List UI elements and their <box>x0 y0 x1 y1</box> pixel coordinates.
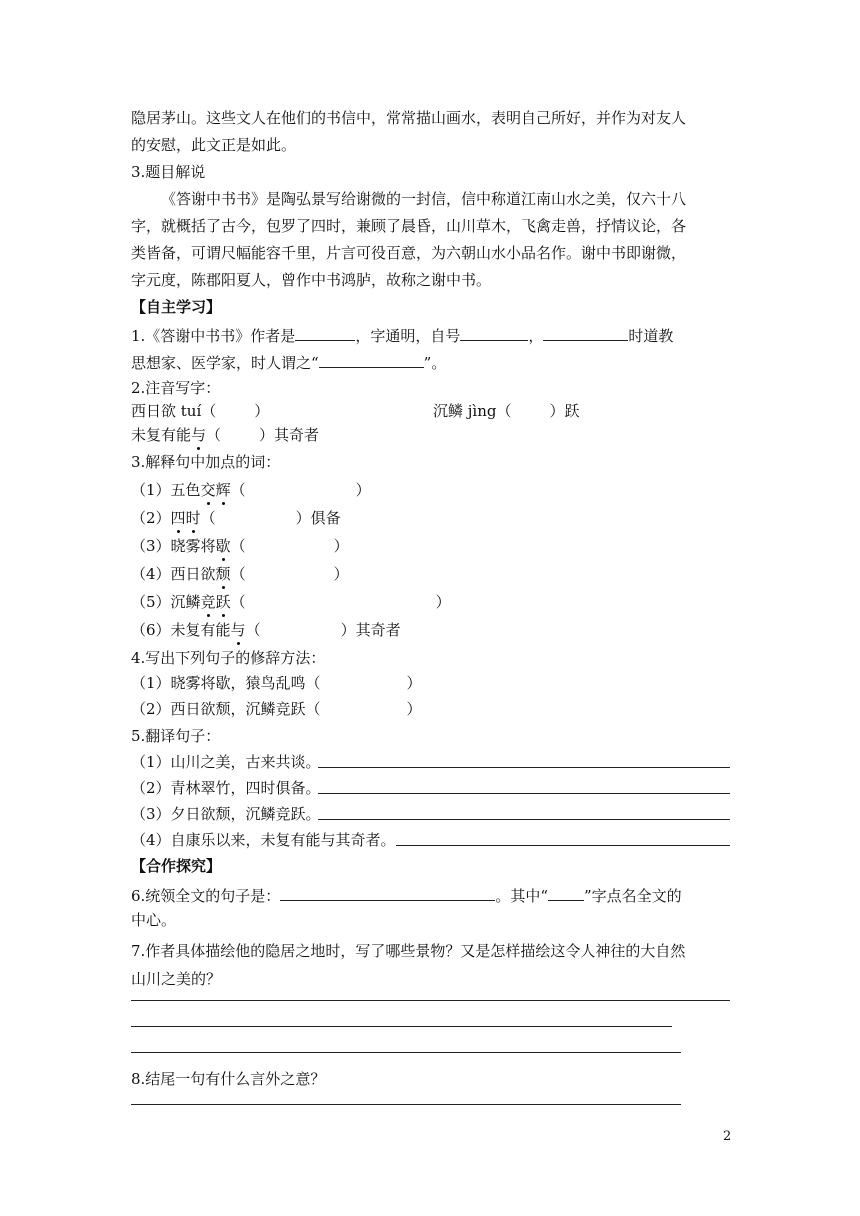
q8-question: 8.结尾一句有什么言外之意？ <box>131 1070 326 1088</box>
q1-blank-3[interactable] <box>543 324 628 341</box>
q7-answer-line-1[interactable] <box>131 1000 730 1001</box>
q2-heading: 2.注音写字： <box>131 379 221 397</box>
q3-item-4: （4）西日欲颓（ ） <box>131 565 349 583</box>
q5-answer-line-4[interactable] <box>396 845 730 846</box>
q7-line-1: 7.作者具体描绘他的隐居之地时，写了哪些景物？又是怎样描绘这令人神往的大自然 <box>131 942 686 960</box>
q5-answer-line-1[interactable] <box>318 767 730 768</box>
q3-item-2: （2）四时（ ）俱备 <box>131 509 341 527</box>
q5-item-3: （3）夕日欲颓，沉鳞竞跃。 <box>131 805 321 823</box>
intro-line-2: 的安慰，此文正是如此。 <box>131 136 297 154</box>
q3-item-5: （5）沉鳞竞跃（ ） <box>131 593 451 611</box>
q5-heading: 5.翻译句子： <box>131 727 221 745</box>
section3-p2: 字，就概括了古今，包罗了四时，兼顾了晨昏，山川草木，飞禽走兽，抒情议论，各 <box>131 217 687 235</box>
q6-line-1: 6.统领全文的句子是： 。其中“ ”字点名全文的 <box>131 884 682 906</box>
section3-p1: 《答谢中书书》是陶弘景写给谢微的一封信，信中称道江南山水之美，仅六十八 <box>161 190 687 208</box>
q3-item-1: （1）五色交辉（ ） <box>131 481 371 499</box>
q7-line-2: 山川之美的？ <box>131 970 222 988</box>
q2-row-2: 未复有能与（ ）其奇者 <box>131 426 320 444</box>
q2-row-1a: 西日欲 tuí（ ） <box>131 402 270 420</box>
q5-item-2: （2）青林翠竹，四时俱备。 <box>131 779 321 797</box>
q3-heading: 3.解释句中加点的词： <box>131 453 281 471</box>
cooperate-heading: 【合作探究】 <box>131 857 222 875</box>
q6-blank-sentence[interactable] <box>280 884 495 901</box>
q1-blank-hao[interactable] <box>460 324 528 341</box>
q5-item-4: （4）自康乐以来，未复有能与其奇者。 <box>131 831 396 849</box>
q4-item-1: （1）晓雾将歇，猿鸟乱鸣（ ） <box>131 674 422 692</box>
section3-p3: 类皆备，可谓尺幅能容千里，片言可役百意，为六朝山水小品名作。谢中书即谢微， <box>131 244 687 262</box>
q2-row-1b: 沉鳞 jìng（ ）跃 <box>433 402 580 420</box>
q4-item-2: （2）西日欲颓，沉鳞竞跃（ ） <box>131 700 422 718</box>
page-number: 2 <box>723 1129 732 1144</box>
section3-heading: 3.题目解说 <box>131 163 206 181</box>
q6-blank-char[interactable] <box>548 884 584 901</box>
q6-line-2: 中心。 <box>131 911 177 929</box>
q1-blank-author[interactable] <box>295 324 355 341</box>
q1-blank-called[interactable] <box>319 351 424 368</box>
q7-answer-line-3[interactable] <box>131 1052 681 1053</box>
q8-answer-line[interactable] <box>131 1104 681 1105</box>
q1-line-1: 1.《答谢中书书》作者是 ，字通明，自号 ， 时道教 <box>131 324 673 346</box>
q5-answer-line-2[interactable] <box>318 793 730 794</box>
self-study-heading: 【自主学习】 <box>131 298 222 316</box>
q4-heading: 4.写出下列句子的修辞方法： <box>131 649 326 667</box>
q3-item-3: （3）晓雾将歇（ ） <box>131 537 349 555</box>
q5-answer-line-3[interactable] <box>318 819 730 820</box>
q1-line-2: 思想家、医学家，时人谓之“ ”。 <box>131 351 446 373</box>
q5-item-1: （1）山川之美，古来共谈。 <box>131 753 321 771</box>
q3-item-6: （6）未复有能与（ ）其奇者 <box>131 621 401 639</box>
intro-line-1: 隐居茅山。这些文人在他们的书信中，常常描山画水，表明自己所好，并作为对友人 <box>131 109 687 127</box>
q7-answer-line-2[interactable] <box>131 1026 672 1027</box>
section3-p4: 字元度，陈郡阳夏人，曾作中书鸿胪，故称之谢中书。 <box>131 271 492 289</box>
